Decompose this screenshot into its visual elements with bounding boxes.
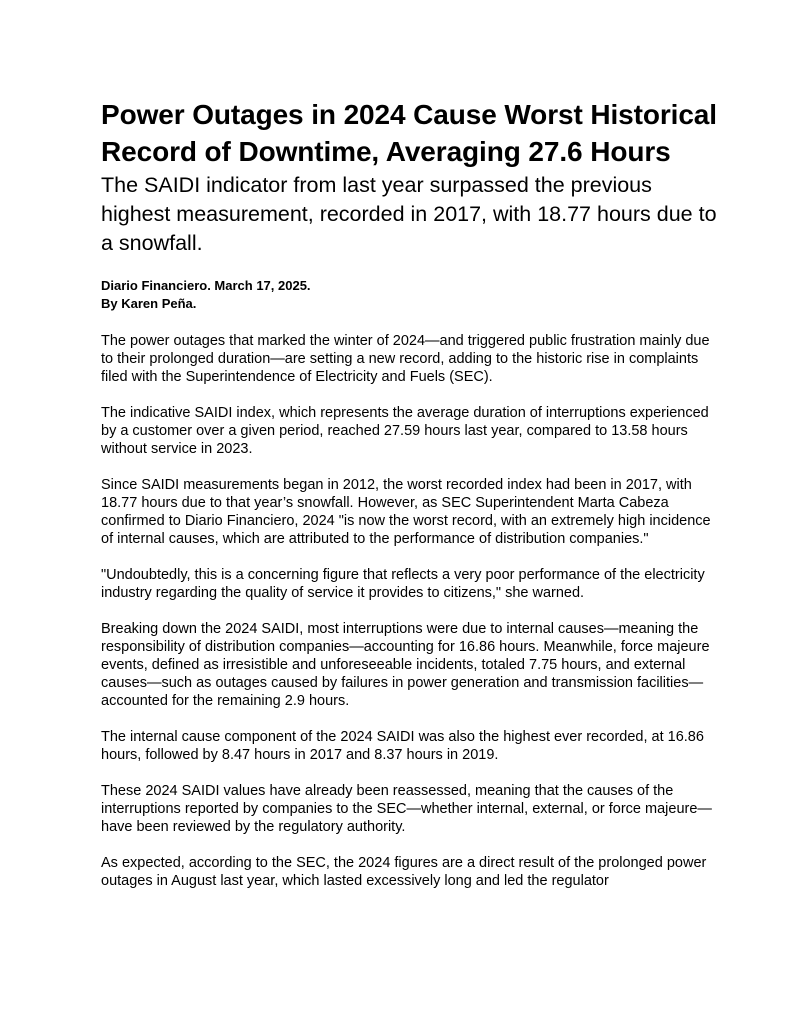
author: By Karen Peña. [101, 296, 197, 311]
paragraph: The power outages that marked the winter of 2024—and triggered public frustration mainly due to their prolonged duration—are setting a new record, adding to the historic rise in complaints filed with the Superintendence of Electricity and Fuels (SEC). [101, 333, 710, 385]
paragraph: Breaking down the 2024 SAIDI, most interruptions were due to internal causes—meaning the responsibility of distribution companies—accounting for 16.86 hours. Meanwhile, force majeure events, defined as irresistible and unforeseeable incidents, totaled 7.75 hours, and external causes—such as outages caused by failures in power generation and transmission facilities—accounted for the remaining 2.9 hours. [101, 621, 710, 709]
paragraph: As expected, according to the SEC, the 2024 figures are a direct result of the prolonged power outages in August last year, which lasted excessively long and led the regulator [101, 855, 707, 889]
paragraph: The indicative SAIDI index, which represents the average duration of interruptions experienced by a customer over a given period, reached 27.59 hours last year, compared to 13.58 hours without service in 2023. [101, 405, 709, 457]
byline [101, 277, 721, 313]
article-subheadline: The SAIDI indicator from last year surpassed the previous highest measurement, recorded in 2017, with 18.77 hours due to a snowfall. [101, 173, 717, 255]
source-date: Diario Financiero. March 17, 2025. [101, 278, 311, 293]
paragraph: These 2024 SAIDI values have already been reassessed, meaning that the causes of the interruptions reported by companies to the SEC—whether internal, external, or force majeure—have been reviewed by the regulatory authority. [101, 783, 712, 835]
article-page [101, 96, 721, 908]
paragraph: "Undoubtedly, this is a concerning figure that reflects a very poor performance of the electricity industry regarding the quality of service it provides to citizens," she warned. [101, 567, 705, 601]
article-headline: Power Outages in 2024 Cause Worst Historical Record of Downtime, Averaging 27.6 Hours [101, 99, 717, 167]
paragraph: Since SAIDI measurements began in 2012, the worst recorded index had been in 2017, with 18.77 hours due to that year’s snowfall. However, as SEC Superintendent Marta Cabeza confirmed to Diario Financiero, 2024 "is now the worst record, with an extremely high incidence of internal causes, which are attributed to the performance of distribution companies." [101, 477, 711, 547]
paragraph: The internal cause component of the 2024 SAIDI was also the highest ever recorded, at 16.86 hours, followed by 8.47 hours in 2017 and 8.37 hours in 2019. [101, 729, 704, 763]
article-body [101, 332, 721, 890]
